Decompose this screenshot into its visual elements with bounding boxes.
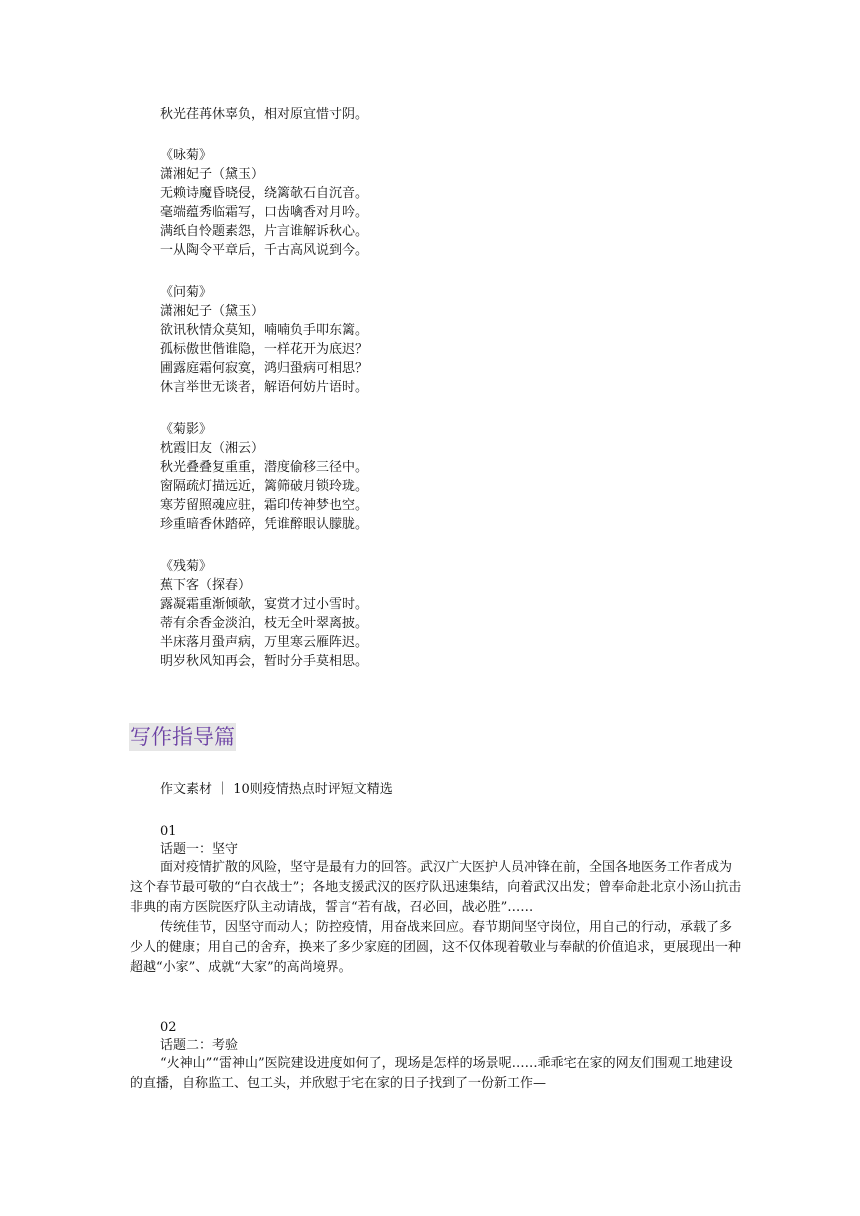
poem-line: 休言举世无谈者，解语何妨片语时。: [160, 380, 369, 395]
poem-line: 满纸自怜题素怨，片言谁解诉秋心。: [160, 224, 369, 239]
poem-line: 欲讯秋情众莫知，喃喃负手叩东篱。: [160, 323, 369, 338]
poem-line: 珍重暗香休踏碎，凭谁醉眼认朦胧。: [160, 517, 369, 532]
poem-author: 潇湘妃子（黛玉）: [160, 167, 265, 182]
topic-paragraph: 传统佳节，因坚守而动人；防控疫情，用奋战来回应。春节期间坚守岗位，用自己的行动，承载了多少人的健康；用自己的舍弃，换来了多少家庭的团圆，这不仅体现着敬业与奉献的价值追求，更展现出一种超越“小家”、成就“大家”的高尚境界。: [130, 920, 742, 975]
poem-line: 孤标傲世偕谁隐，一样花开为底迟？: [160, 342, 369, 357]
topic-body: [130, 858, 742, 978]
topic-number: 01: [160, 824, 177, 839]
poem-line: 圃露庭霜何寂寞，鸿归蛩病可相思？: [160, 361, 369, 376]
poem-author: 潇湘妃子（黛玉）: [160, 304, 265, 319]
poem-line: 露凝霜重渐倾欹，宴赏才过小雪时。: [160, 597, 369, 612]
topic-title: 话题二：考验: [160, 1038, 239, 1053]
topic-body: [130, 1054, 742, 1094]
poem-tail-line: 秋光荏苒休辜负，相对原宜惜寸阴。: [160, 107, 369, 122]
poem-line: 窗隔疏灯描远近，篱筛破月锁玲珑。: [160, 479, 369, 494]
poem-line: 无赖诗魔昏晓侵，绕篱欹石自沉音。: [160, 186, 369, 201]
poem-line: 一从陶令平章后，千古高风说到今。: [160, 243, 369, 258]
poem-line: 明岁秋风知再会，暂时分手莫相思。: [160, 654, 369, 669]
topic-paragraph: “火神山”“雷神山”医院建设进度如何了，现场是怎样的场景呢……乖乖宅在家的网友们围观工地建设的直播，自称监工、包工头，并欣慰于宅在家的日子找到了一份新工作—: [130, 1056, 733, 1091]
topic-title: 话题一：坚守: [160, 842, 239, 857]
poem-title: 《残菊》: [160, 559, 213, 574]
poem-line: 秋光叠叠复重重，潜度偷移三径中。: [160, 460, 369, 475]
poem-title: 《咏菊》: [160, 148, 213, 163]
poem-line: 寒芳留照魂应驻，霜印传神梦也空。: [160, 498, 369, 513]
poem-author: 枕霞旧友（湘云）: [160, 441, 265, 456]
poem-title: 《菊影》: [160, 422, 213, 437]
poem-line: 蒂有余香金淡泊，枝无全叶翠离披。: [160, 616, 369, 631]
poem-author: 蕉下客（探春）: [160, 578, 252, 593]
topic-number: 02: [160, 1020, 177, 1035]
poem-line: 半床落月蛩声病，万里寒云雁阵迟。: [160, 635, 369, 650]
section-subtitle: 作文素材 ｜ 10则疫情热点时评短文精选: [160, 782, 393, 797]
topic-paragraph: 面对疫情扩散的风险，坚守是最有力的回答。武汉广大医护人员冲锋在前，全国各地医务工作者成为这个春节最可敬的“白衣战士”；各地支援武汉的医疗队迅速集结，向着武汉出发；曾奉命赴北京小汤山抗击非典的南方医院医疗队主动请战，誓言“若有战，召必回，战必胜”……: [130, 860, 742, 915]
poem-title: 《问菊》: [160, 285, 213, 300]
section-heading: 写作指导篇: [130, 725, 235, 749]
poem-line: 毫端蕴秀临霜写，口齿噙香对月吟。: [160, 205, 369, 220]
